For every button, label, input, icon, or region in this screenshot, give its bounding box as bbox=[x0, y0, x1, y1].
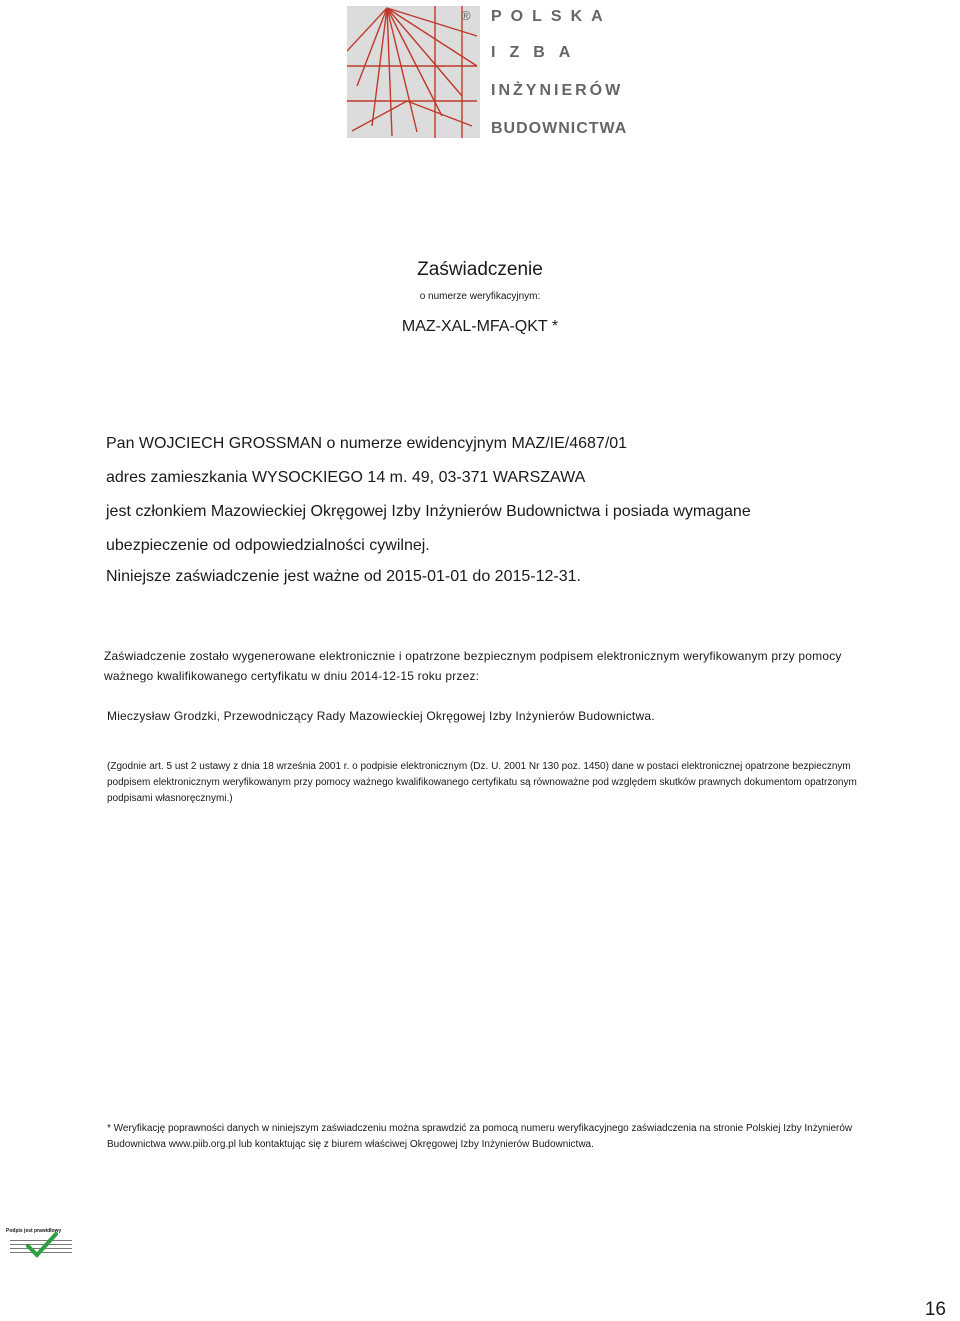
chamber-logo-icon bbox=[347, 6, 480, 138]
certificate-subtitle: o numerze weryfikacyjnym: bbox=[419, 291, 541, 302]
membership-line: jest członkiem Mazowieckiej Okręgowej Izby Inżynierów Budownictwa i posiada wymagane bbox=[106, 503, 751, 520]
certificate-title: Zaświadczenie bbox=[417, 259, 543, 280]
stamp-label: Podpis jest prawidłowy bbox=[6, 1228, 62, 1234]
verification-number: MAZ-XAL-MFA-QKT * bbox=[401, 318, 559, 335]
logo-word-izba: IZBA bbox=[491, 44, 585, 61]
logo-word-polska: POLSKA bbox=[491, 8, 612, 25]
registered-mark: ® bbox=[461, 8, 471, 23]
verification-footnote: * Weryfikację poprawności danych w niniejszym zaświadczeniu można sprawdzić za pomocą numeru weryfikacyjnego zaświadczenia na stronie Polskiej Izby Inżynierów Budownictwa www.piib.org.pl lub kontaktując się z biurem właściwej Okręgowej Izby Inżynierów Budownictwa. bbox=[107, 1123, 853, 1150]
check-icon bbox=[26, 1232, 58, 1263]
signer-name: Mieczysław Grodzki, Przewodniczący Rady Mazowieckiej Okręgowej Izby Inżynierów Budownictwa. bbox=[107, 709, 655, 723]
member-line: Pan WOJCIECH GROSSMAN o numerze ewidencyjnym MAZ/IE/4687/01 bbox=[106, 435, 628, 452]
page-number: 16 bbox=[924, 1299, 946, 1320]
validity-line: Niniejsze zaświadczenie jest ważne od 2015-01-01 do 2015-12-31. bbox=[106, 568, 581, 585]
legal-note: (Zgodnie art. 5 ust 2 ustawy z dnia 18 września 2001 r. o podpisie elektronicznym (Dz. U. 2001 Nr 130 poz. 1450) dane w postaci elektronicznej opatrzone bezpiecznym podpisem elektronicznym weryfikowanym przy pomocy ważnego kwalifikowanego certyfikatu są równoważne pod względem skutków prawnych dokumentom opatrzonym podpisami własnoręcznymi.) bbox=[107, 761, 857, 804]
logo-word-budownictwa: BUDOWNICTWA bbox=[491, 120, 628, 137]
chamber-logo bbox=[347, 6, 628, 140]
logo-word-inzynierow: INŻYNIERÓW bbox=[491, 82, 624, 99]
address-line: adres zamieszkania WYSOCKIEGO 14 m. 49, 03-371 WARSZAWA bbox=[106, 469, 586, 486]
insurance-line: ubezpieczenie od odpowiedzialności cywilnej. bbox=[106, 537, 430, 554]
signature-valid-stamp bbox=[6, 1228, 72, 1258]
signature-statement: Zaświadczenie zostało wygenerowane elektronicznie i opatrzone bezpiecznym podpisem elektronicznym weryfikowanym przy pomocy ważnego kwalifikowanego certyfikatu w dniu 2014-12-15 roku przez: bbox=[104, 649, 842, 683]
